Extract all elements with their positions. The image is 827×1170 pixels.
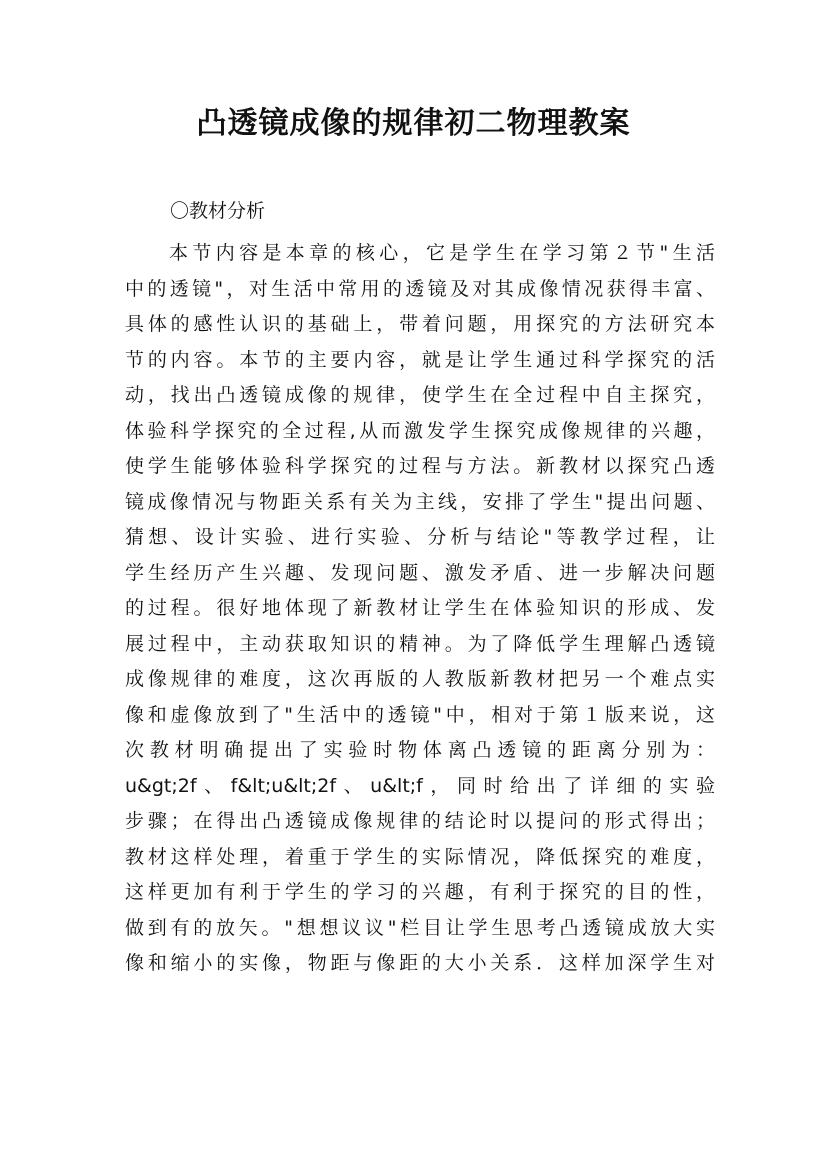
body-line: 动，找出凸透镜成像的规律，使学生在全过程中自主探究， [125,384,715,406]
body-line: 猜想、设计实验、进行实验、分析与结论"等教学过程，让 [125,526,715,548]
body-line: 像和虚像放到了"生活中的透镜"中，相对于第１版来说，这 [125,703,715,726]
body-line: 镜成像情况与物距关系有关为主线，安排了学生"提出问题、 [125,490,715,513]
body-line: 体验科学探究的全过程,从而激发学生探究成像规律的兴趣， [125,419,715,442]
body-line: 做到有的放矢。"想想议议"栏目让学生思考凸透镜成放大实 [125,916,715,939]
body-line: 步骤；在得出凸透镜成像规律的结论时以提问的形式得出； [125,810,715,832]
body-line: 中的透镜"，对生活中常用的透镜及对其成像情况获得丰富、 [125,277,715,300]
body-paragraph [125,236,715,982]
body-line: 教材这样处理，着重于学生的实际情况，降低探究的难度， [125,845,715,868]
body-line: 具体的感性认识的基础上，带着问题，用探究的方法研究本 [125,313,715,335]
body-line: 使学生能够体验科学探究的过程与方法。新教材以探究凸透 [125,455,715,477]
body-line: 本节内容是本章的核心，它是学生在学习第２节"生活 [169,242,715,264]
section-heading-textbook-analysis: 〇教材分析 [170,200,266,222]
body-line: 展过程中，主动获取知识的精神。为了降低学生理解凸透镜 [125,632,715,655]
body-line: 这样更加有利于学生的学习的兴趣，有利于探究的目的性， [125,881,715,903]
document-title: 凸透镜成像的规律初二物理教案 [196,106,631,141]
body-line: 像和缩小的实像，物距与像距的大小关系．这样加深学生对 [125,952,715,974]
body-line: 节的内容。本节的主要内容，就是让学生通过科学探究的活 [125,348,715,371]
body-line: 的过程。很好地体现了新教材让学生在体验知识的形成、发 [125,597,715,619]
body-line: 学生经历产生兴趣、发现问题、激发矛盾、进一步解决问题 [125,561,715,584]
body-line: u&gt;2f、f&lt;u&lt;2f、u&lt;f，同时给出了详细的实验 [125,774,715,797]
body-line: 成像规律的难度，这次再版的人教版新教材把另一个难点实 [125,668,715,690]
body-line: 次教材明确提出了实验时物体离凸透镜的距离分别为： [125,739,715,761]
